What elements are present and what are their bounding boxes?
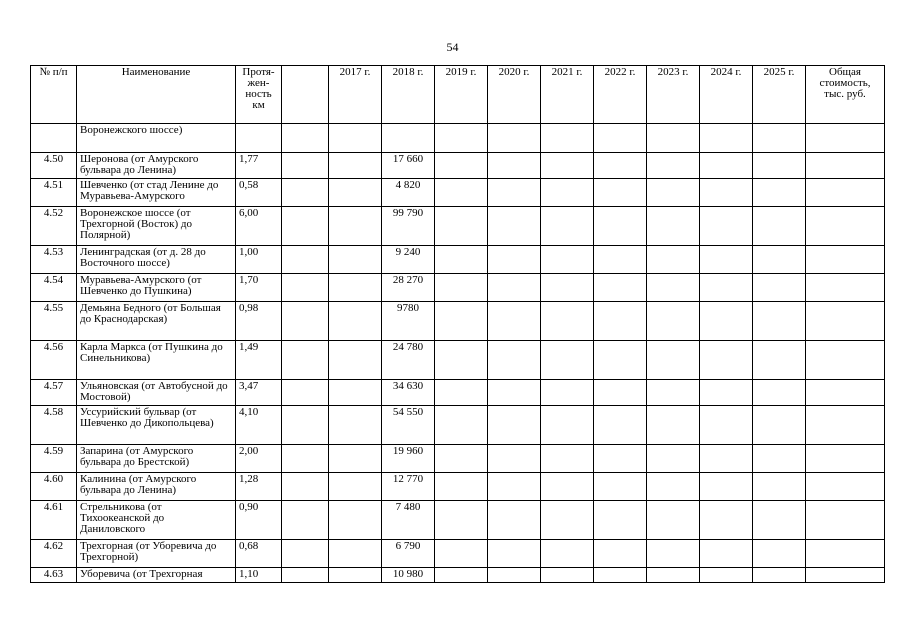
header-year-2023: 2023 г. — [647, 66, 700, 124]
row-num: 4.59 — [31, 445, 77, 473]
row-2022 — [594, 568, 647, 583]
header-year-2025: 2025 г. — [753, 66, 806, 124]
row-2019 — [435, 445, 488, 473]
row-2021 — [541, 124, 594, 153]
row-2023 — [647, 568, 700, 583]
row-num: 4.52 — [31, 207, 77, 246]
row-2024 — [700, 246, 753, 274]
row-2022 — [594, 406, 647, 445]
row-num: 4.53 — [31, 246, 77, 274]
row-2021 — [541, 207, 594, 246]
row-2021 — [541, 406, 594, 445]
row-2023 — [647, 473, 700, 501]
row-num: 4.62 — [31, 540, 77, 568]
row-blank — [282, 179, 329, 207]
row-2025 — [753, 406, 806, 445]
row-name: Уссурийский бульвар (от Шевченко до Дикопольцева) — [77, 406, 236, 445]
row-name: Шеронова (от Амурского бульвара до Ленина) — [77, 153, 236, 179]
row-total — [806, 207, 885, 246]
row-2022 — [594, 341, 647, 380]
row-blank — [282, 406, 329, 445]
header-year-2018: 2018 г. — [382, 66, 435, 124]
row-2022 — [594, 302, 647, 341]
row-2023 — [647, 540, 700, 568]
row-2022 — [594, 153, 647, 179]
row-length: 6,00 — [236, 207, 282, 246]
row-blank — [282, 568, 329, 583]
row-2025 — [753, 124, 806, 153]
table-row — [31, 540, 885, 568]
row-2021 — [541, 274, 594, 302]
row-2018: 4 820 — [382, 179, 435, 207]
row-name: Уборевича (от Трехгорная — [77, 568, 236, 583]
row-name: Ульяновская (от Автобусной до Мостовой) — [77, 380, 236, 406]
row-2025 — [753, 501, 806, 540]
row-name: Запарина (от Амурского бульвара до Брестской) — [77, 445, 236, 473]
row-total — [806, 179, 885, 207]
row-2024 — [700, 473, 753, 501]
header-year-2021: 2021 г. — [541, 66, 594, 124]
row-total — [806, 445, 885, 473]
row-2025 — [753, 153, 806, 179]
row-2023 — [647, 501, 700, 540]
page-number: 54 — [446, 40, 459, 54]
row-2018: 24 780 — [382, 341, 435, 380]
row-length: 0,98 — [236, 302, 282, 341]
row-2025 — [753, 568, 806, 583]
row-num: 4.61 — [31, 501, 77, 540]
row-total — [806, 341, 885, 380]
header-year-2020: 2020 г. — [488, 66, 541, 124]
table-row — [31, 473, 885, 501]
row-2019 — [435, 473, 488, 501]
row-2024 — [700, 380, 753, 406]
row-2018: 54 550 — [382, 406, 435, 445]
row-2021 — [541, 302, 594, 341]
row-2017 — [329, 406, 382, 445]
row-2022 — [594, 274, 647, 302]
row-num: 4.60 — [31, 473, 77, 501]
header-blank — [282, 66, 329, 124]
row-num: 4.54 — [31, 274, 77, 302]
row-length: 1,49 — [236, 341, 282, 380]
row-2021 — [541, 473, 594, 501]
row-length: 1,77 — [236, 153, 282, 179]
row-total — [806, 124, 885, 153]
row-name: Ленинградская (от д. 28 до Восточного шоссе) — [77, 246, 236, 274]
row-blank — [282, 207, 329, 246]
row-2023 — [647, 124, 700, 153]
row-blank — [282, 540, 329, 568]
row-2019 — [435, 406, 488, 445]
row-2020 — [488, 179, 541, 207]
header-num: № п/п — [31, 66, 77, 124]
row-2019 — [435, 246, 488, 274]
row-blank — [282, 302, 329, 341]
row-2025 — [753, 179, 806, 207]
row-2020 — [488, 540, 541, 568]
row-length: 0,68 — [236, 540, 282, 568]
row-length: 1,28 — [236, 473, 282, 501]
row-name: Стрельникова (от Тихоокеанской до Даниловского — [77, 501, 236, 540]
row-2024 — [700, 501, 753, 540]
row-2021 — [541, 380, 594, 406]
row-2021 — [541, 540, 594, 568]
row-2020 — [488, 302, 541, 341]
row-length: 3,47 — [236, 380, 282, 406]
row-num: 4.57 — [31, 380, 77, 406]
row-2022 — [594, 540, 647, 568]
row-blank — [282, 246, 329, 274]
row-2021 — [541, 445, 594, 473]
row-2022 — [594, 473, 647, 501]
row-2024 — [700, 153, 753, 179]
row-2025 — [753, 274, 806, 302]
row-2023 — [647, 445, 700, 473]
row-name: Воронежское шоссе (от Трехгорной (Восток) до Полярной) — [77, 207, 236, 246]
row-2018 — [382, 124, 435, 153]
row-2019 — [435, 274, 488, 302]
row-2025 — [753, 246, 806, 274]
row-2024 — [700, 124, 753, 153]
row-total — [806, 246, 885, 274]
table-row — [31, 246, 885, 274]
row-2025 — [753, 302, 806, 341]
row-blank — [282, 445, 329, 473]
header-length: Протя- жен- ность км — [236, 66, 282, 124]
table-row — [31, 501, 885, 540]
row-2019 — [435, 153, 488, 179]
row-2020 — [488, 153, 541, 179]
row-2025 — [753, 207, 806, 246]
row-2017 — [329, 568, 382, 583]
row-2017 — [329, 274, 382, 302]
row-2018: 28 270 — [382, 274, 435, 302]
row-blank — [282, 501, 329, 540]
row-2023 — [647, 274, 700, 302]
table-row — [31, 380, 885, 406]
row-2020 — [488, 124, 541, 153]
row-2017 — [329, 124, 382, 153]
row-2020 — [488, 445, 541, 473]
row-2023 — [647, 380, 700, 406]
row-length: 0,90 — [236, 501, 282, 540]
row-2024 — [700, 568, 753, 583]
header-year-2024: 2024 г. — [700, 66, 753, 124]
row-2023 — [647, 179, 700, 207]
header-total: Общая стоимость, тыс. руб. — [806, 66, 885, 124]
row-2017 — [329, 445, 382, 473]
row-2020 — [488, 207, 541, 246]
row-2018: 9780 — [382, 302, 435, 341]
row-2018: 19 960 — [382, 445, 435, 473]
row-total — [806, 501, 885, 540]
row-2024 — [700, 274, 753, 302]
row-name: Демьяна Бедного (от Большая до Краснодарская) — [77, 302, 236, 341]
row-2021 — [541, 179, 594, 207]
table-row — [31, 124, 885, 153]
row-2024 — [700, 540, 753, 568]
row-2024 — [700, 179, 753, 207]
row-total — [806, 302, 885, 341]
row-2021 — [541, 568, 594, 583]
row-2021 — [541, 341, 594, 380]
row-total — [806, 568, 885, 583]
row-2023 — [647, 207, 700, 246]
row-2022 — [594, 246, 647, 274]
row-name: Карла Маркса (от Пушкина до Синельникова) — [77, 341, 236, 380]
row-2017 — [329, 341, 382, 380]
row-2024 — [700, 445, 753, 473]
row-2020 — [488, 473, 541, 501]
row-2023 — [647, 406, 700, 445]
row-2023 — [647, 341, 700, 380]
row-blank — [282, 473, 329, 501]
row-2018: 34 630 — [382, 380, 435, 406]
row-blank — [282, 153, 329, 179]
row-length — [236, 124, 282, 153]
row-2020 — [488, 246, 541, 274]
header-year-2019: 2019 г. — [435, 66, 488, 124]
row-total — [806, 540, 885, 568]
row-2021 — [541, 246, 594, 274]
table-row — [31, 406, 885, 445]
row-name: Калинина (от Амурского бульвара до Ленина) — [77, 473, 236, 501]
row-num: 4.63 — [31, 568, 77, 583]
table-row — [31, 445, 885, 473]
row-blank — [282, 274, 329, 302]
row-name: Воронежского шоссе) — [77, 124, 236, 153]
row-length: 1,70 — [236, 274, 282, 302]
row-2017 — [329, 302, 382, 341]
row-2017 — [329, 207, 382, 246]
row-2019 — [435, 540, 488, 568]
table-row — [31, 153, 885, 179]
row-2025 — [753, 380, 806, 406]
table-row — [31, 207, 885, 246]
row-blank — [282, 341, 329, 380]
row-2018: 10 980 — [382, 568, 435, 583]
row-2017 — [329, 179, 382, 207]
row-2020 — [488, 406, 541, 445]
row-2019 — [435, 341, 488, 380]
row-2020 — [488, 501, 541, 540]
row-2018: 17 660 — [382, 153, 435, 179]
row-2023 — [647, 302, 700, 341]
row-length: 2,00 — [236, 445, 282, 473]
row-2022 — [594, 501, 647, 540]
row-2021 — [541, 501, 594, 540]
row-2022 — [594, 124, 647, 153]
row-num: 4.56 — [31, 341, 77, 380]
row-2017 — [329, 153, 382, 179]
row-2025 — [753, 445, 806, 473]
row-2017 — [329, 540, 382, 568]
row-2024 — [700, 406, 753, 445]
row-2022 — [594, 179, 647, 207]
row-name: Муравьева-Амурского (от Шевченко до Пушкина) — [77, 274, 236, 302]
row-2017 — [329, 246, 382, 274]
row-2017 — [329, 501, 382, 540]
row-length: 4,10 — [236, 406, 282, 445]
row-2022 — [594, 445, 647, 473]
row-2018: 6 790 — [382, 540, 435, 568]
row-2024 — [700, 341, 753, 380]
row-2017 — [329, 473, 382, 501]
row-2022 — [594, 380, 647, 406]
row-2018: 99 790 — [382, 207, 435, 246]
row-length: 1,00 — [236, 246, 282, 274]
row-2019 — [435, 207, 488, 246]
row-length: 1,10 — [236, 568, 282, 583]
row-total — [806, 274, 885, 302]
row-blank — [282, 380, 329, 406]
row-2019 — [435, 179, 488, 207]
row-total — [806, 153, 885, 179]
row-name: Шевченко (от стад Ленине до Муравьева-Амурского — [77, 179, 236, 207]
row-2025 — [753, 540, 806, 568]
row-2025 — [753, 341, 806, 380]
header-year-2017: 2017 г. — [329, 66, 382, 124]
row-2018: 12 770 — [382, 473, 435, 501]
row-num: 4.51 — [31, 179, 77, 207]
table-row — [31, 341, 885, 380]
table-row — [31, 568, 885, 583]
row-2023 — [647, 246, 700, 274]
row-num: 4.55 — [31, 302, 77, 341]
row-2023 — [647, 153, 700, 179]
row-total — [806, 406, 885, 445]
row-num: 4.50 — [31, 153, 77, 179]
row-2020 — [488, 380, 541, 406]
row-num — [31, 124, 77, 153]
row-2024 — [700, 207, 753, 246]
row-total — [806, 380, 885, 406]
table-row — [31, 179, 885, 207]
table-row — [31, 302, 885, 341]
row-name: Трехгорная (от Уборевича до Трехгорной) — [77, 540, 236, 568]
row-total — [806, 473, 885, 501]
row-2019 — [435, 124, 488, 153]
header-row — [31, 66, 885, 124]
row-2019 — [435, 568, 488, 583]
row-2025 — [753, 473, 806, 501]
table-row — [31, 274, 885, 302]
row-blank — [282, 124, 329, 153]
row-2018: 9 240 — [382, 246, 435, 274]
row-2017 — [329, 380, 382, 406]
road-costs-table — [30, 65, 885, 583]
row-2018: 7 480 — [382, 501, 435, 540]
row-2020 — [488, 568, 541, 583]
row-2019 — [435, 501, 488, 540]
row-2020 — [488, 274, 541, 302]
row-2021 — [541, 153, 594, 179]
header-year-2022: 2022 г. — [594, 66, 647, 124]
row-2024 — [700, 302, 753, 341]
row-num: 4.58 — [31, 406, 77, 445]
header-name: Наименование — [77, 66, 236, 124]
row-2019 — [435, 302, 488, 341]
row-2019 — [435, 380, 488, 406]
row-length: 0,58 — [236, 179, 282, 207]
row-2022 — [594, 207, 647, 246]
row-2020 — [488, 341, 541, 380]
